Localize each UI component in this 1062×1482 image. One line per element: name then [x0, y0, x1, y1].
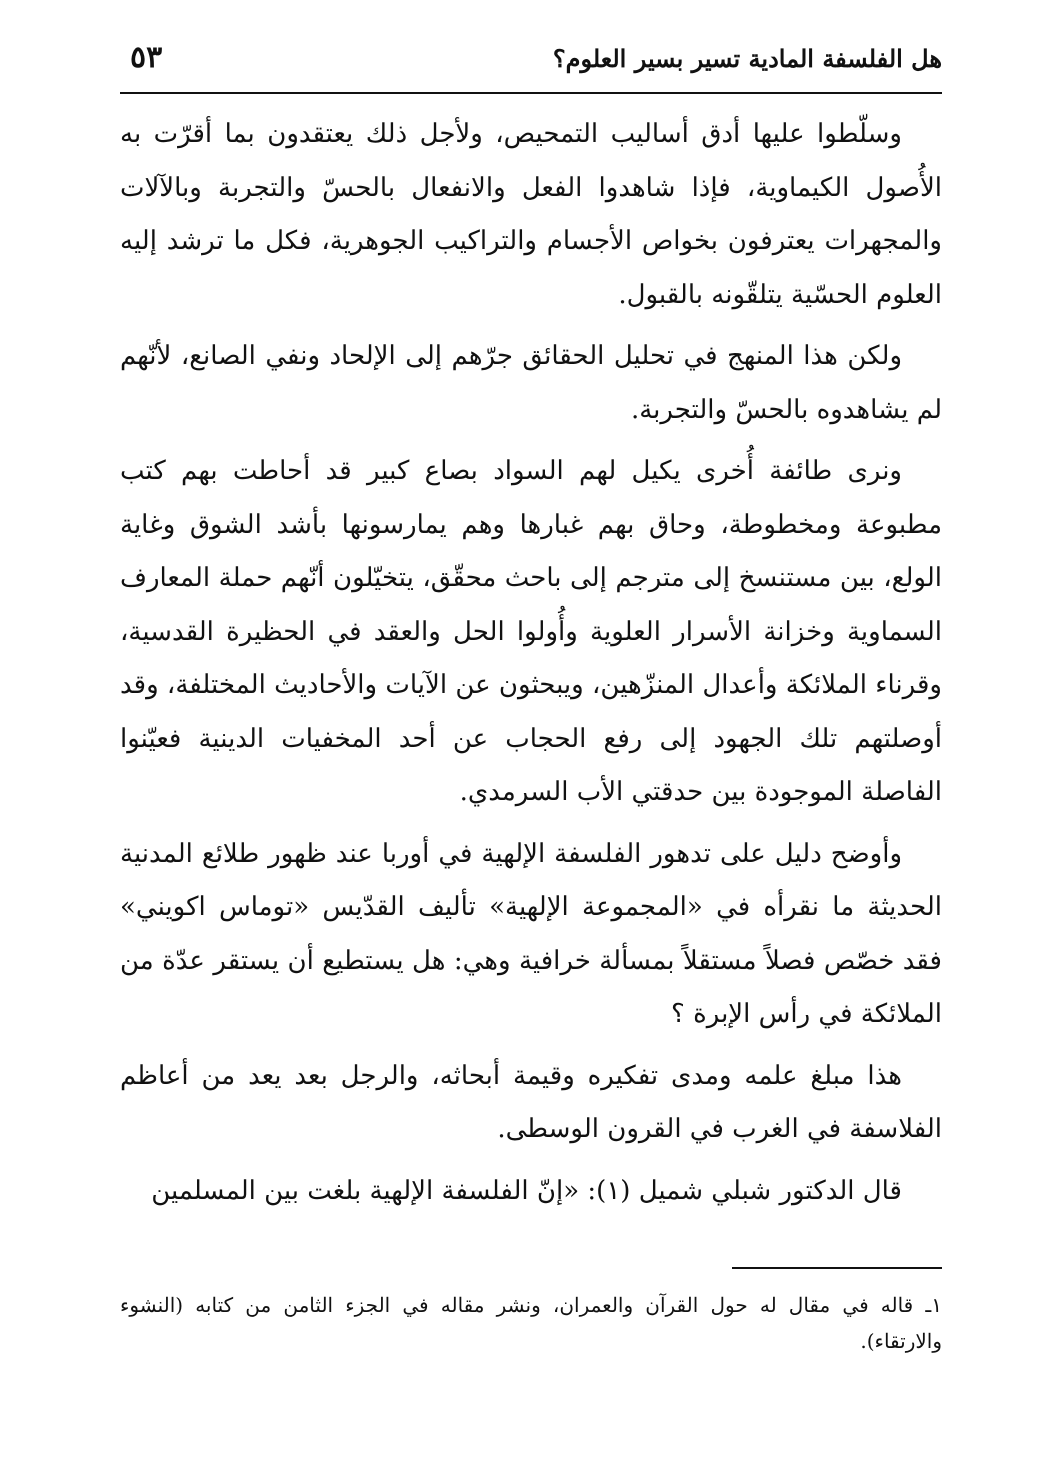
footnote-divider [732, 1267, 942, 1269]
chapter-title: هل الفلسفة المادية تسير بسير العلوم؟ [552, 44, 942, 73]
body-text [120, 108, 942, 1226]
paragraph-1: وسلّطوا عليها أدق أساليب التمحيص، ولأجل ذلك يعتقدون بما أقرّت به الأُصول الكيماوية، فإذا شاهدوا الفعل والانفعال بالحسّ والتجربة وبالآلات والمجهرات يعترفون بخواص الأجسام والتراكيب الجوهرية، فكل ما ترشد إليه العلوم الحسّية يتلقّونه بالقبول. [120, 119, 942, 310]
paragraph-3: ونرى طائفة أُخرى يكيل لهم السواد بصاع كبير قد أحاطت بهم كتب مطبوعة ومخطوطة، وحاق بهم غبارها وهم يمارسونها بأشد الشوق وغاية الولع، بين مستنسخ إلى مترجم إلى باحث محقّق، يتخيّلون أنّهم حملة المعارف السماوية وخزانة الأسرار العلوية وأُولوا الحل والعقد في الحظيرة القدسية، وقرناء الملائكة وأعدال المنزّهين، ويبحثون عن الآيات والأحاديث المختلفة، وقد أوصلتهم تلك الجهود إلى رفع الحجاب عن أحد المخفيات الدينية فعيّنوا الفاصلة الموجودة بين حدقتي الأب السرمدي. [120, 456, 942, 807]
header-divider [120, 92, 942, 94]
footnote: ١ـ قاله في مقال له حول القرآن والعمران، ونشر مقاله في الجزء الثامن من كتابه (النشوء والارتقاء). [120, 1293, 942, 1353]
paragraph-2: ولكن هذا المنهج في تحليل الحقائق جرّهم إلى الإلحاد ونفي الصانع، لأنّهم لم يشاهدوه بالحسّ والتجربة. [120, 341, 942, 425]
running-header [120, 38, 942, 86]
paragraph-4: وأوضح دليل على تدهور الفلسفة الإلهية في أوربا عند ظهور طلائع المدنية الحديثة ما نقرأه في «المجموعة الإلهية» تأليف القدّيس «توماس اكويني» فقد خصّص فصلاً مستقلاً بمسألة خرافية وهي: هل يستطيع أن يستقر عدّة من الملائكة في رأس الإبرة ؟ [120, 838, 942, 1029]
paragraph-5: هذا مبلغ علمه ومدى تفكيره وقيمة أبحاثه، والرجل بعد يعد من أعاظم الفلاسفة في الغرب في القرون الوسطى. [120, 1060, 942, 1144]
page-number: ٥٣ [130, 40, 163, 75]
paragraph-6: قال الدكتور شبلي شميل (١): «إنّ الفلسفة الإلهية بلغت بين المسلمين [151, 1175, 902, 1206]
